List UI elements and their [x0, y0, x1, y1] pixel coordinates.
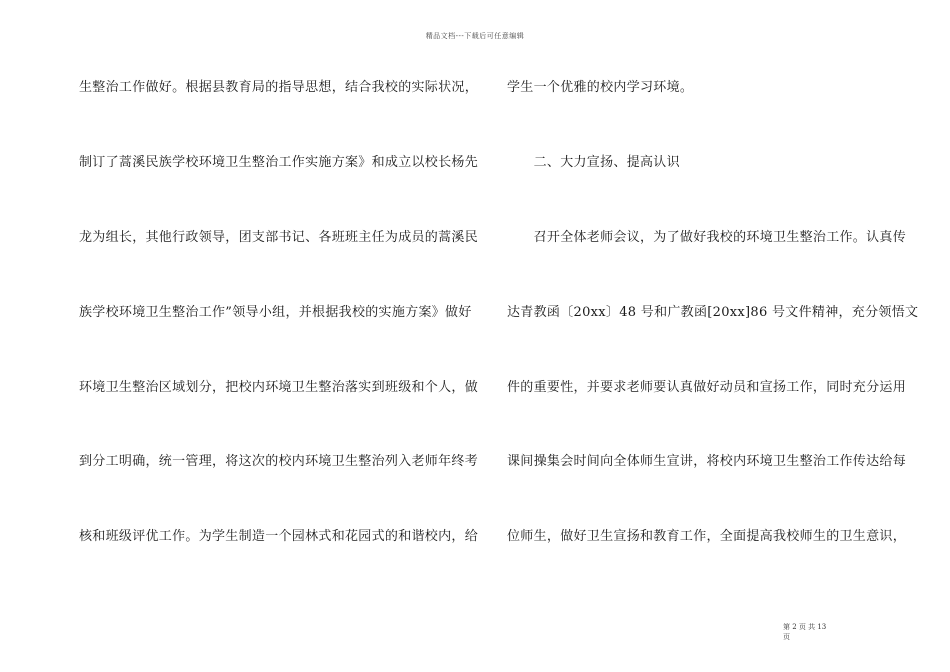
section-heading: 二、大力宣扬、提高认识 [507, 155, 680, 170]
left-paragraph-line: 龙为组长，其他行政领导，团支部书记、各班班主任为成员的蒿溪民 [79, 230, 479, 245]
right-paragraph-line: 学生一个优雅的校内学习环境。 [507, 80, 694, 95]
left-paragraph-line: 到分工明确，统一管理，将这次的校内环境卫生整治列入老师年终考 [79, 454, 479, 469]
page-header: 精品文档---下载后可任意编辑 [425, 32, 525, 40]
left-paragraph-line: 族学校环境卫生整治工作”领导小组，并根据我校的实施方案》做好 [79, 305, 472, 320]
right-paragraph-line: 件的重要性，并要求老师要认真做好动员和宣扬工作，同时充分运用 [507, 380, 907, 395]
left-paragraph-line: 核和班级评优工作。为学生制造一个园林式和花园式的和谐校内，给 [79, 529, 479, 544]
right-paragraph-line: 位师生，做好卫生宣扬和教育工作，全面提高我校师生的卫生意识， [507, 529, 907, 544]
page-number [783, 622, 843, 642]
left-paragraph-line: 制订了蒿溪民族学校环境卫生整治工作实施方案》和成立以校长杨先 [79, 155, 479, 170]
right-column [507, 0, 919, 672]
left-paragraph-line: 环境卫生整治区域划分，把校内环境卫生整治落实到班级和个人，做 [79, 380, 479, 395]
left-paragraph-line: 生整治工作做好。根据县教育局的指导思想，结合我校的实际状况， [79, 80, 479, 95]
right-paragraph-line: 达青教函〔20xx〕48 号和广教函[20xx]86 号文件精神，充分领悟文 [507, 305, 919, 320]
page-number-text: 第 2 页 共 13 [783, 623, 827, 631]
page-number-suffix: 页 [783, 633, 790, 641]
right-paragraph-line: 课间操集会时间向全体师生宣讲，将校内环境卫生整治工作传达给每 [507, 454, 907, 469]
right-paragraph-line: 召开全体老师会议，为了做好我校的环境卫生整治工作。认真传 [507, 230, 907, 245]
